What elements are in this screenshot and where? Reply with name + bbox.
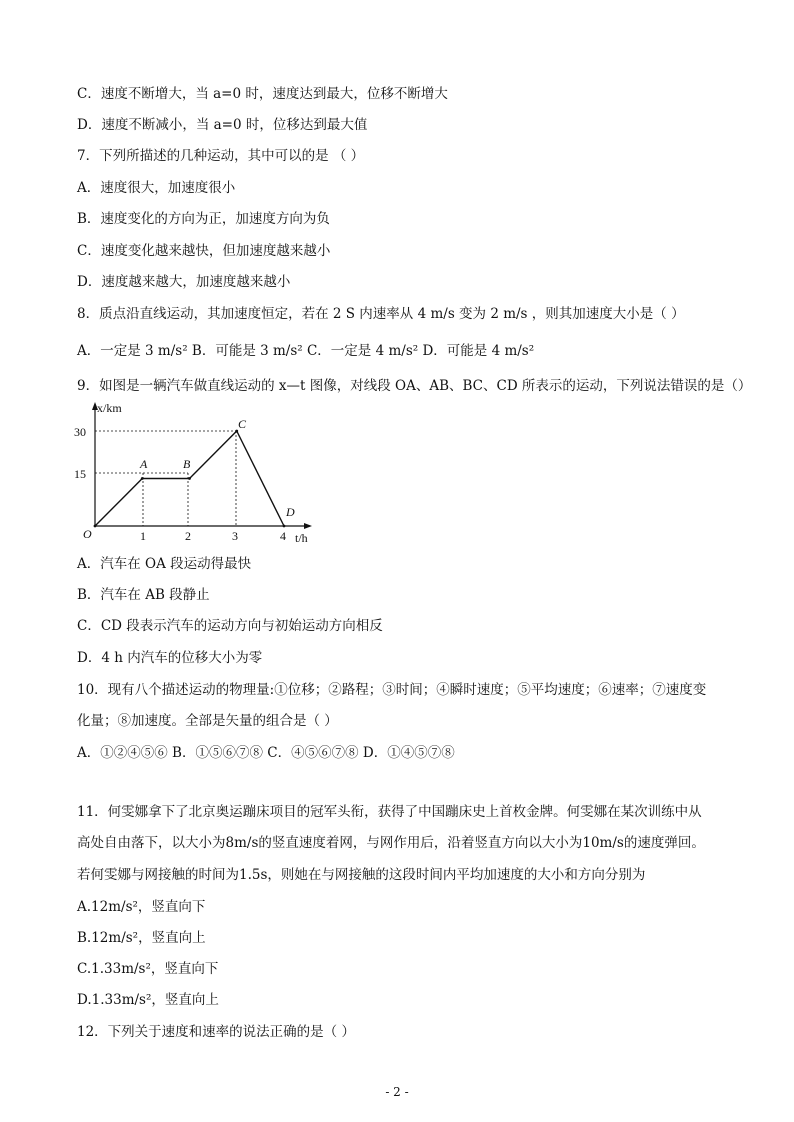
line-6: D．速度越来越大，加速度越来越小 xyxy=(77,274,291,290)
line-1: D．速度不断减小，当 a=0 时，位移达到最大值 xyxy=(77,117,368,133)
line-16: A．①②④⑤⑥ B．①⑤⑥⑦⑧ C．④⑤⑥⑦⑧ D．①④⑤⑦⑧ xyxy=(77,745,455,761)
x-tick-1: 1 xyxy=(140,529,146,543)
line-13: D．4 h 内汽车的位移大小为零 xyxy=(77,650,263,666)
line-18: 高处自由落下，以大小为8m/s的竖直速度着网，与网作用后，沿着竖直方向以大小为10m/s的速度弹回。 xyxy=(77,835,705,851)
line-4: B．速度变化的方向为正，加速度方向为负 xyxy=(77,211,330,227)
line-7: 8．质点沿直线运动，其加速度恒定，若在 2 S 内速率从 4 m/s 变为 2 m/s ，则其加速度大小是（ ） xyxy=(77,306,685,322)
line-23: D.1.33m/s²，竖直向上 xyxy=(77,992,219,1008)
point-label-a: A xyxy=(140,457,148,471)
x-axis-label: t/h xyxy=(295,531,308,545)
line-19: 若何雯娜与网接触的时间为1.5s，则她在与网接触的这段时间内平均加速度的大小和方向分别为 xyxy=(77,867,646,883)
line-15: 化量；⑧加速度。全部是矢量的组合是（ ） xyxy=(77,713,338,729)
segment-bc xyxy=(190,431,237,479)
point-a xyxy=(141,477,144,480)
y-axis-label: x/km xyxy=(97,401,122,415)
origin-label: O xyxy=(83,527,92,541)
line-22: C.1.33m/s²，竖直向下 xyxy=(77,961,219,977)
page-number: - 2 - xyxy=(385,1085,409,1099)
x-tick-2: 2 xyxy=(185,529,191,543)
line-2: 7．下列所描述的几种运动，其中可以的是 （ ） xyxy=(77,148,365,164)
x-tick-3: 3 xyxy=(232,529,238,543)
point-label-b: B xyxy=(183,457,191,471)
y-tick-15: 15 xyxy=(74,467,86,481)
y-tick-30: 30 xyxy=(74,425,86,439)
line-14: 10．现有八个描述运动的物理量:①位移；②路程；③时间；④瞬时速度；⑤平均速度；⑥速率；⑦速度变 xyxy=(77,682,707,698)
line-0: C．速度不断增大，当 a=0 时，速度达到最大，位移不断增大 xyxy=(77,86,448,102)
point-label-c: C xyxy=(238,417,247,431)
line-24: 12．下列关于速度和速率的说法正确的是（ ） xyxy=(77,1024,355,1040)
xt-graph xyxy=(70,398,360,548)
segment-oa xyxy=(95,479,142,527)
point-label-d: D xyxy=(286,505,295,519)
line-3: A．速度很大，加速度很小 xyxy=(77,180,236,196)
point-o xyxy=(94,525,97,528)
line-21: B.12m/s²，竖直向上 xyxy=(77,930,206,946)
line-8: A．一定是 3 m/s² B．可能是 3 m/s² C．一定是 4 m/s² D．可能是 4 m/s² xyxy=(77,343,535,359)
line-17: 11．何雯娜拿下了北京奥运蹦床项目的冠军头衔，获得了中国蹦床史上首枚金牌。何雯娜在某次训练中从 xyxy=(77,804,702,820)
series xyxy=(94,430,286,528)
line-20: A.12m/s²，竖直向下 xyxy=(77,899,206,915)
line-11: B．汽车在 AB 段静止 xyxy=(77,587,210,603)
point-d xyxy=(283,525,286,528)
line-12: C．CD 段表示汽车的运动方向与初始运动方向相反 xyxy=(77,618,383,634)
point-b xyxy=(188,477,191,480)
line-10: A．汽车在 OA 段运动得最快 xyxy=(77,556,252,572)
line-9: 9．如图是一辆汽车做直线运动的 x—t 图像，对线段 OA、AB、BC、CD 所表示的运动，下列说法错误的是（） xyxy=(77,378,752,394)
line-5: C．速度变化越来越快，但加速度越来越小 xyxy=(77,243,331,259)
segment-cd xyxy=(237,431,284,526)
x-tick-4: 4 xyxy=(280,529,286,543)
